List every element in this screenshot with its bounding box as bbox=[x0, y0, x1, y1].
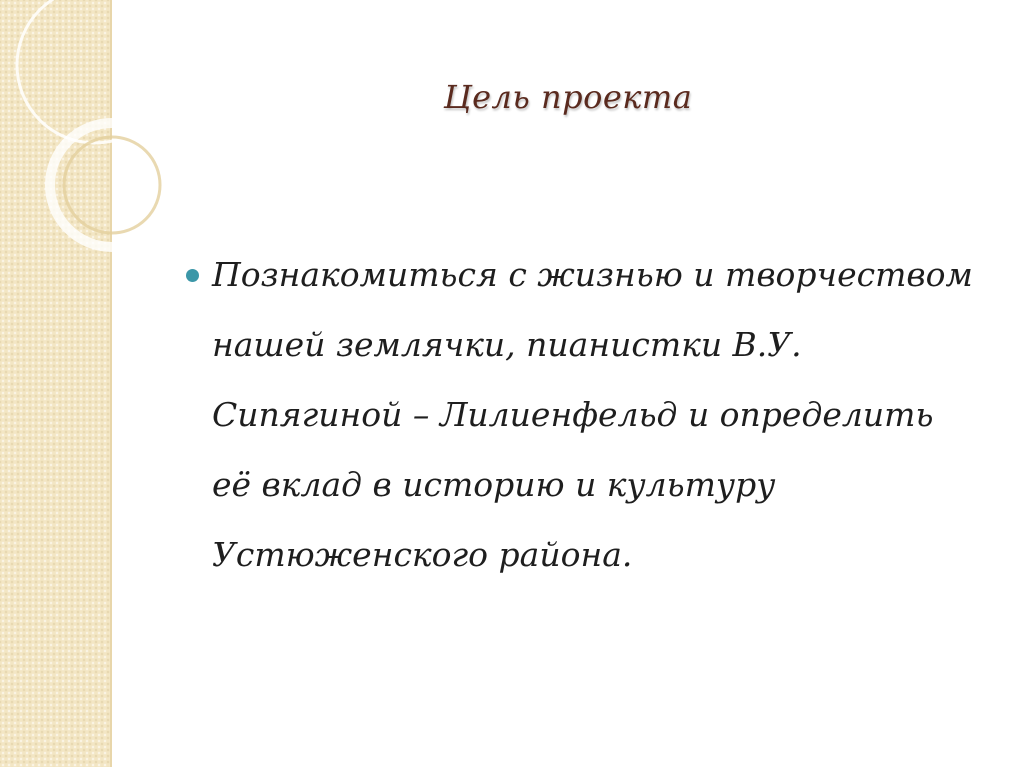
bullet-line-4: её вклад в историю и культуру bbox=[212, 465, 776, 504]
slide-title: Цель проекта bbox=[443, 78, 693, 116]
decorative-ring-inner bbox=[64, 137, 160, 233]
bullet-line-5: Устюженского района. bbox=[212, 535, 633, 574]
bullet-line-2: нашей землячки, пианистки В.У. bbox=[212, 325, 802, 364]
decorative-rings bbox=[0, 0, 170, 260]
bullet-line-3: Сипягиной – Лилиенфельд и определить bbox=[212, 395, 934, 434]
bullet-dot-icon bbox=[186, 269, 199, 282]
bullet-item bbox=[184, 240, 994, 590]
slide-content bbox=[184, 240, 994, 590]
bullet-line-1: Познакомиться с жизнью и творчеством bbox=[212, 255, 973, 294]
